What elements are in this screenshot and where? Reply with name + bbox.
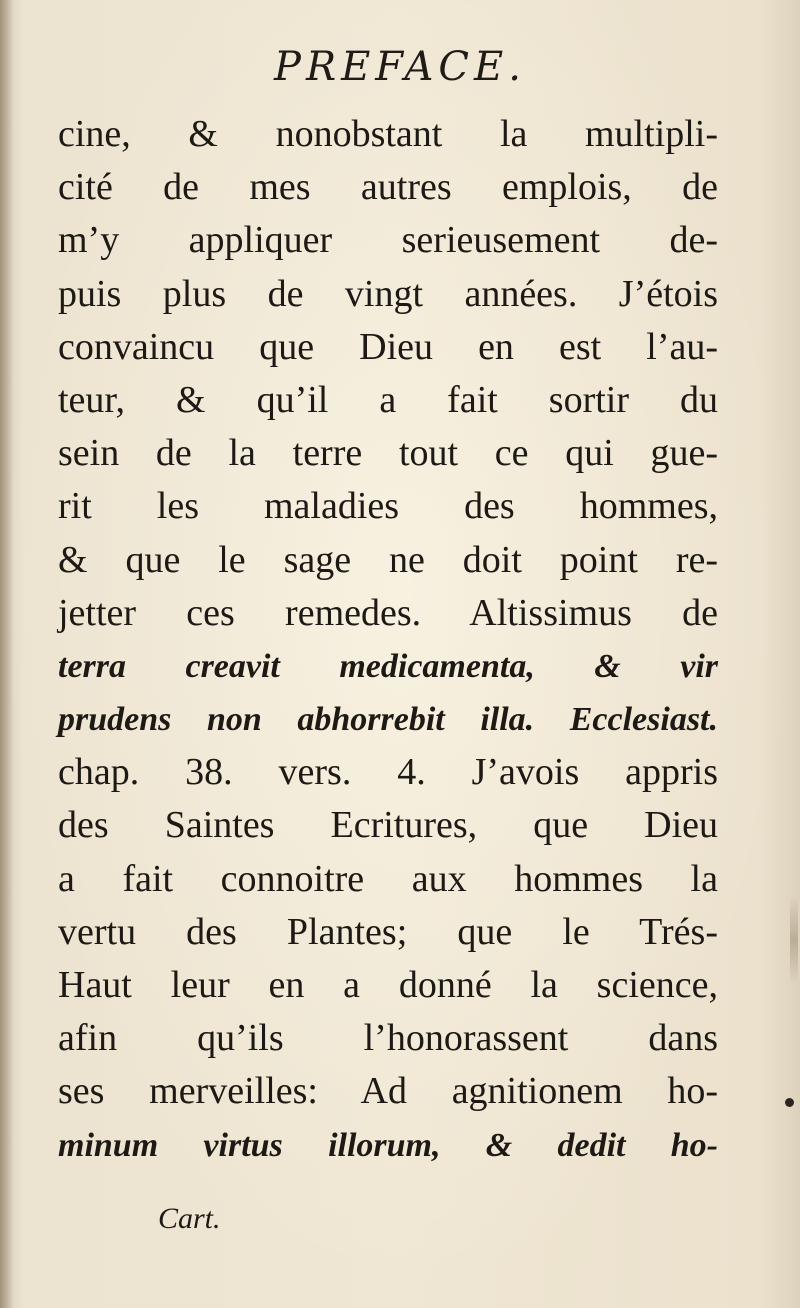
text-line: sein de la terre tout ce qui gue- <box>58 432 718 475</box>
text-line: a fait connoitre aux hommes la <box>58 857 718 900</box>
catchword: Cart. <box>158 1202 221 1235</box>
text-line: cité de mes autres emplois, de <box>58 166 718 209</box>
text-line: jetter ces remedes. Altissimus de <box>58 591 718 634</box>
text-line: cine, & nonobstant la multipli- <box>58 113 718 155</box>
ink-dot <box>785 1098 794 1107</box>
page-edge-mark <box>790 895 798 985</box>
text-line: puis plus de vingt années. J’étois <box>58 272 718 315</box>
text-line: afin qu’ils l’honorassent dans <box>58 1017 718 1060</box>
text-line: teur, & qu’il a fait sortir du <box>58 378 718 421</box>
text-line: vertu des Plantes; que le Trés- <box>58 910 718 953</box>
text-line: & que le sage ne doit point re- <box>58 538 718 581</box>
text-line: terra creavit medicamenta, & vir <box>58 647 718 685</box>
text-line: convaincu que Dieu en est l’au- <box>58 325 718 368</box>
text-line: chap. 38. vers. 4. J’avois appris <box>58 751 718 794</box>
text-line: Haut leur en a donné la science, <box>58 964 718 1006</box>
running-head: PREFACE. <box>274 44 526 90</box>
gutter-shadow <box>0 0 14 1308</box>
text-line: prudens non abhorrebit illa. Ecclesiast. <box>58 701 718 739</box>
text-line: ses merveilles: Ad agnitionem ho- <box>58 1070 718 1113</box>
text-line: m’y appliquer serieusement de- <box>58 219 718 262</box>
body-text <box>58 108 718 1172</box>
text-line: minum virtus illorum, & dedit ho- <box>58 1126 718 1164</box>
text-line: des Saintes Ecritures, que Dieu <box>58 804 718 847</box>
text-line: rit les maladies des hommes, <box>58 485 718 528</box>
